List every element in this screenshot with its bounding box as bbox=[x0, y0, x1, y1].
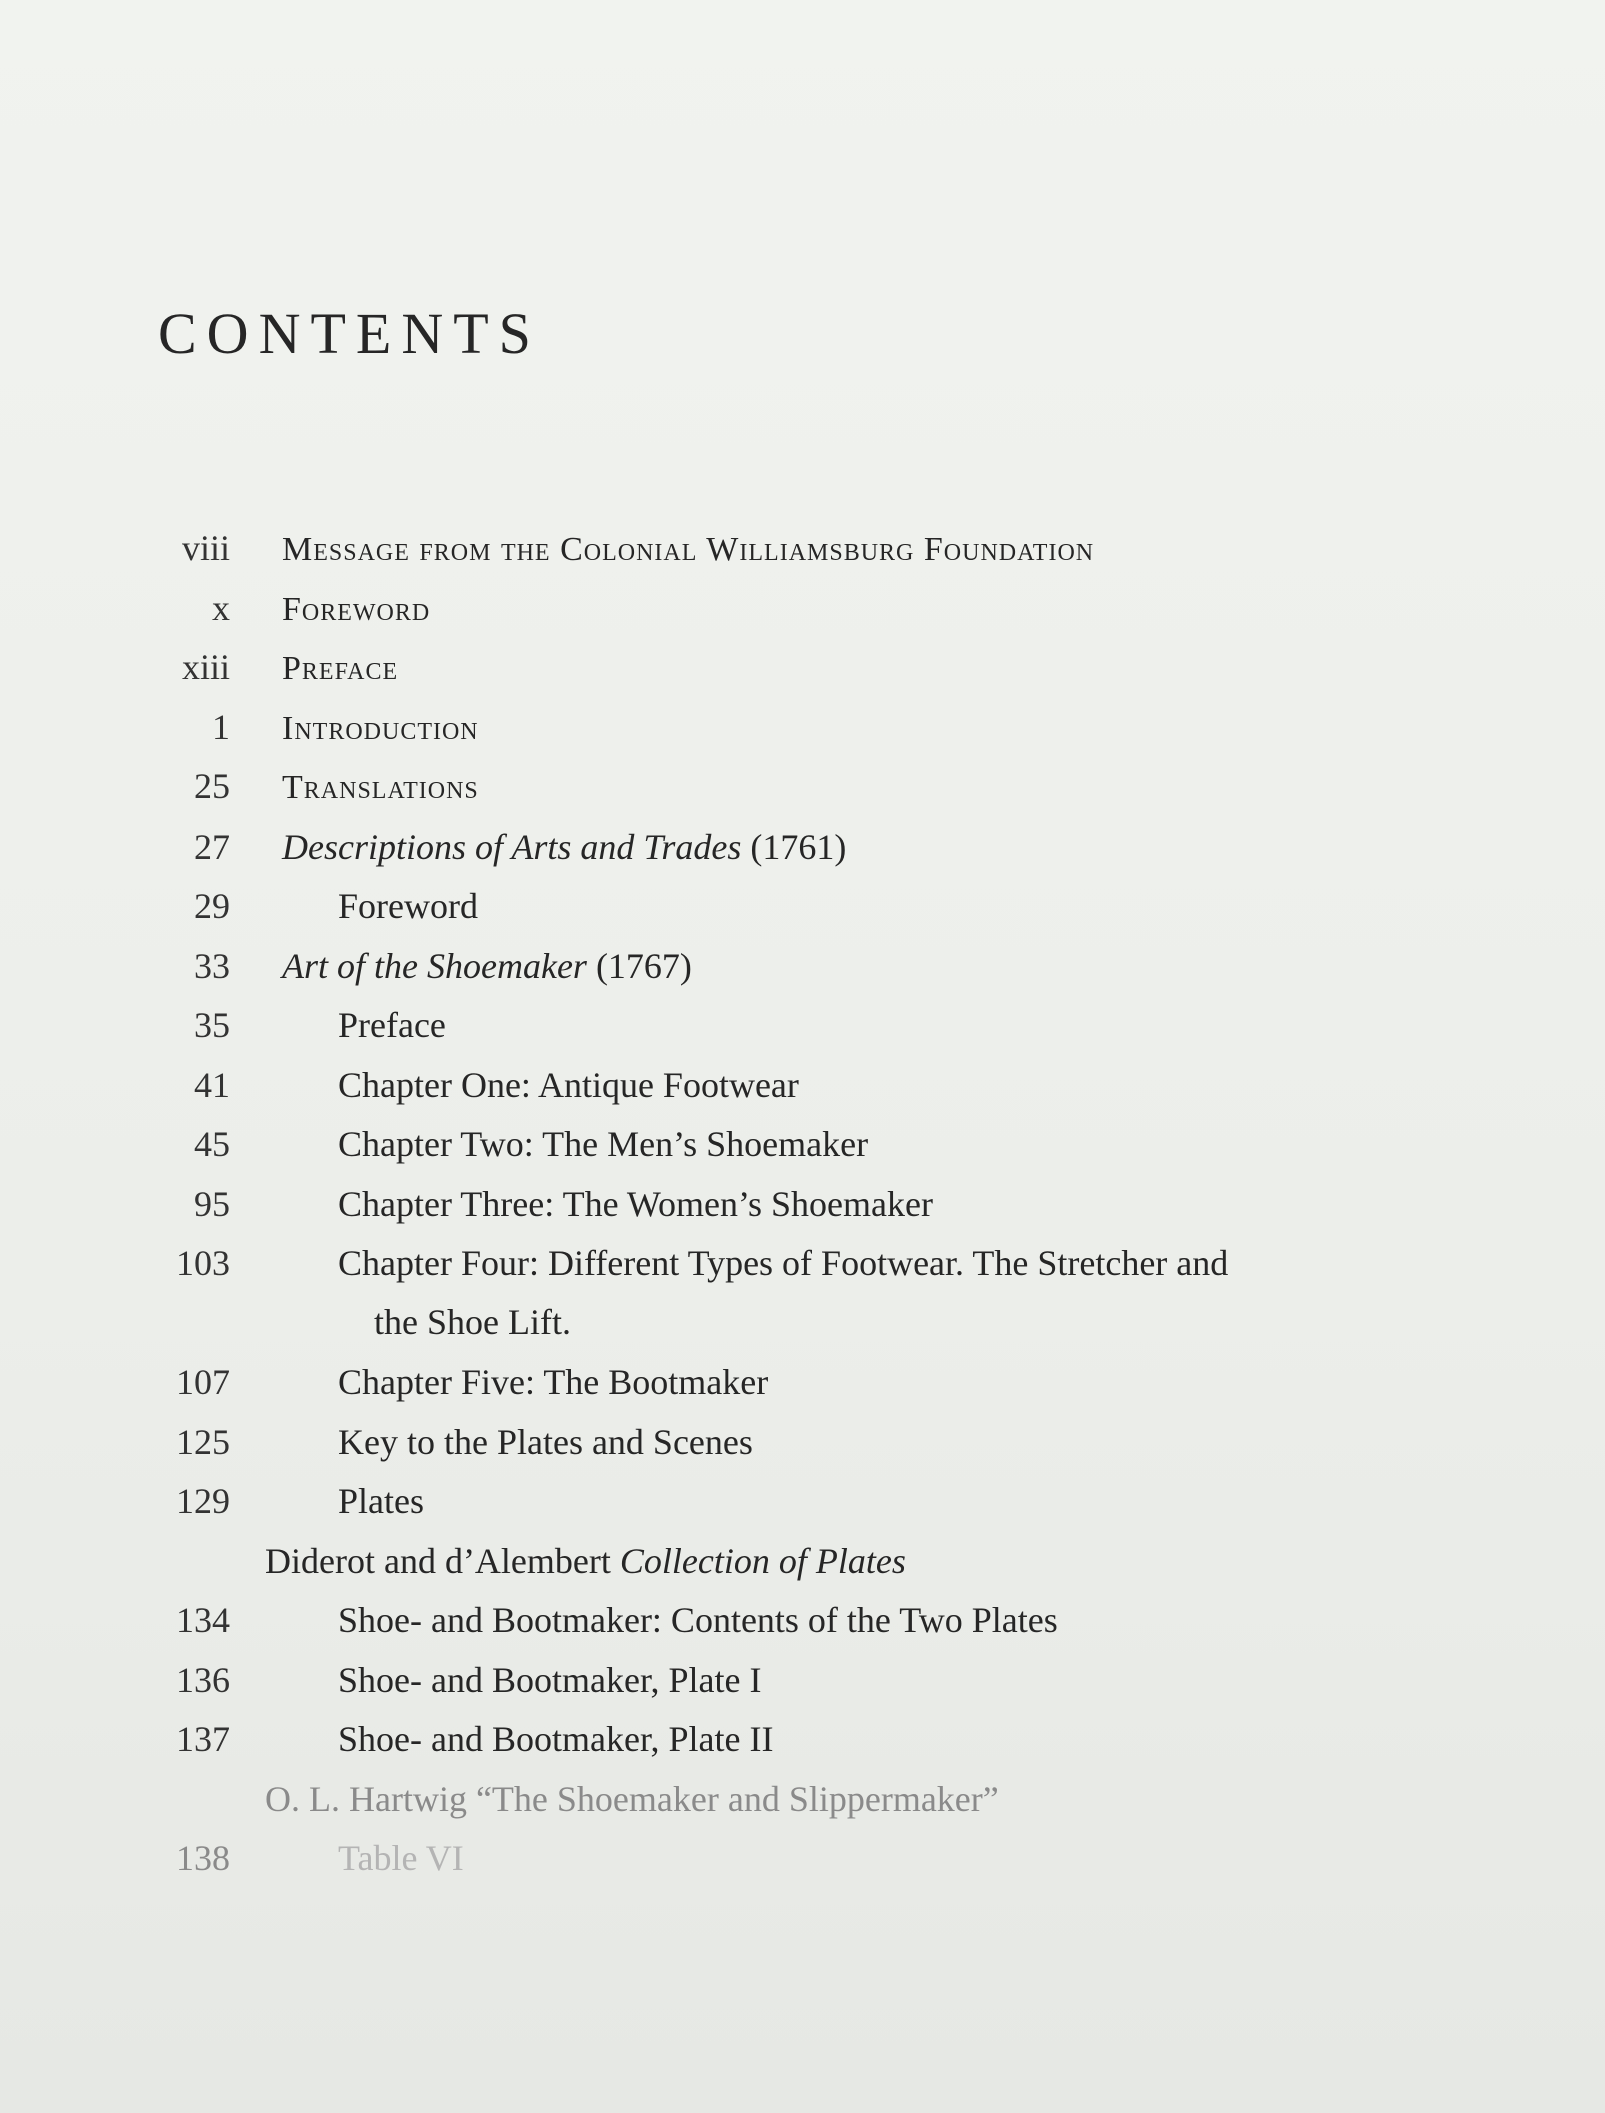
entry-title-italic: Descriptions of Arts and Trades bbox=[282, 826, 742, 867]
page-number: x bbox=[212, 587, 230, 628]
toc-entry bbox=[0, 937, 1605, 997]
page-number: xiii bbox=[181, 647, 230, 687]
toc-entry bbox=[0, 1651, 1605, 1711]
entry-title: Foreword bbox=[282, 590, 431, 628]
page-number: 35 bbox=[194, 1005, 230, 1045]
entry-title: Chapter Five: The Bootmaker bbox=[338, 1362, 769, 1402]
toc-entry bbox=[0, 1710, 1605, 1770]
entry-title: Translations bbox=[282, 769, 479, 806]
entry-title-italic: Collection of Plates bbox=[619, 1540, 906, 1581]
toc-section-heading bbox=[0, 1770, 1605, 1830]
entry-title: Shoe- and Bootmaker, Plate I bbox=[338, 1659, 762, 1700]
entry-title: Plates bbox=[338, 1481, 424, 1521]
entry-title: Introduction bbox=[282, 709, 479, 747]
page-title: CONTENTS bbox=[158, 301, 541, 366]
page-number: 134 bbox=[176, 1600, 230, 1640]
page-number: 129 bbox=[176, 1481, 230, 1521]
toc-entry bbox=[0, 1175, 1605, 1235]
page-number: 138 bbox=[176, 1838, 230, 1878]
entry-title: Preface bbox=[282, 650, 399, 687]
page-number: 41 bbox=[194, 1064, 230, 1105]
toc-entry bbox=[0, 580, 1605, 640]
toc-section-heading bbox=[0, 1532, 1605, 1592]
page-number: 1 bbox=[212, 706, 230, 747]
entry-title bbox=[265, 1532, 906, 1591]
toc-entry bbox=[0, 996, 1605, 1056]
entry-title: Preface bbox=[338, 1005, 446, 1045]
entry-title-year: (1767) bbox=[586, 945, 692, 986]
entry-title: Shoe- and Bootmaker: Contents of the Two Plates bbox=[338, 1600, 1058, 1640]
entry-title bbox=[282, 818, 846, 877]
entry-title: Chapter Three: The Women’s Shoemaker bbox=[338, 1183, 933, 1224]
entry-title: O. L. Hartwig “The Shoemaker and Slippermaker” bbox=[265, 1778, 999, 1819]
page-number: 95 bbox=[194, 1183, 230, 1224]
page-number: 103 bbox=[176, 1243, 230, 1283]
toc-entry bbox=[0, 877, 1605, 937]
page-number: 107 bbox=[176, 1362, 230, 1402]
page-number: 27 bbox=[194, 826, 230, 867]
entry-title: Key to the Plates and Scenes bbox=[338, 1421, 753, 1462]
page-number: 137 bbox=[176, 1719, 230, 1759]
entry-title-prefix: Diderot and d’Alembert bbox=[265, 1540, 620, 1581]
entry-title: Message from the Colonial Williamsburg Foundation bbox=[282, 531, 1095, 568]
entry-title-line-1: Chapter Four: Different Types of Footwear. The Stretcher and bbox=[338, 1243, 1229, 1283]
toc-entry bbox=[0, 818, 1605, 878]
page-number: 29 bbox=[194, 886, 230, 926]
page-number: 136 bbox=[176, 1659, 230, 1700]
page-number: viii bbox=[181, 528, 230, 568]
entry-title: Chapter One: Antique Footwear bbox=[338, 1064, 799, 1105]
toc-entry bbox=[0, 520, 1605, 580]
toc-entry bbox=[0, 639, 1605, 699]
table-of-contents bbox=[0, 520, 1605, 1889]
page-number: 45 bbox=[194, 1124, 230, 1164]
toc-entry bbox=[0, 1353, 1605, 1413]
entry-title bbox=[338, 1234, 1318, 1352]
entry-title-line-2: the Shoe Lift. bbox=[374, 1302, 571, 1342]
entry-title: Table VI bbox=[338, 1838, 464, 1878]
toc-entry bbox=[0, 1115, 1605, 1175]
toc-entry bbox=[0, 1234, 1605, 1353]
entry-title: Shoe- and Bootmaker, Plate II bbox=[338, 1719, 774, 1759]
toc-entry bbox=[0, 699, 1605, 759]
page-number: 125 bbox=[176, 1421, 230, 1462]
entry-title: Chapter Two: The Men’s Shoemaker bbox=[338, 1124, 869, 1164]
entry-title: Foreword bbox=[338, 886, 478, 926]
page-number: 25 bbox=[194, 766, 230, 806]
toc-entry bbox=[0, 1829, 1605, 1889]
toc-entry bbox=[0, 1472, 1605, 1532]
toc-entry bbox=[0, 1591, 1605, 1651]
toc-entry bbox=[0, 758, 1605, 818]
page-number: 33 bbox=[194, 945, 230, 986]
entry-title-year: (1761) bbox=[741, 826, 847, 867]
toc-entry bbox=[0, 1056, 1605, 1116]
entry-title bbox=[282, 937, 692, 996]
entry-title-italic: Art of the Shoemaker bbox=[282, 945, 587, 986]
toc-entry bbox=[0, 1413, 1605, 1473]
